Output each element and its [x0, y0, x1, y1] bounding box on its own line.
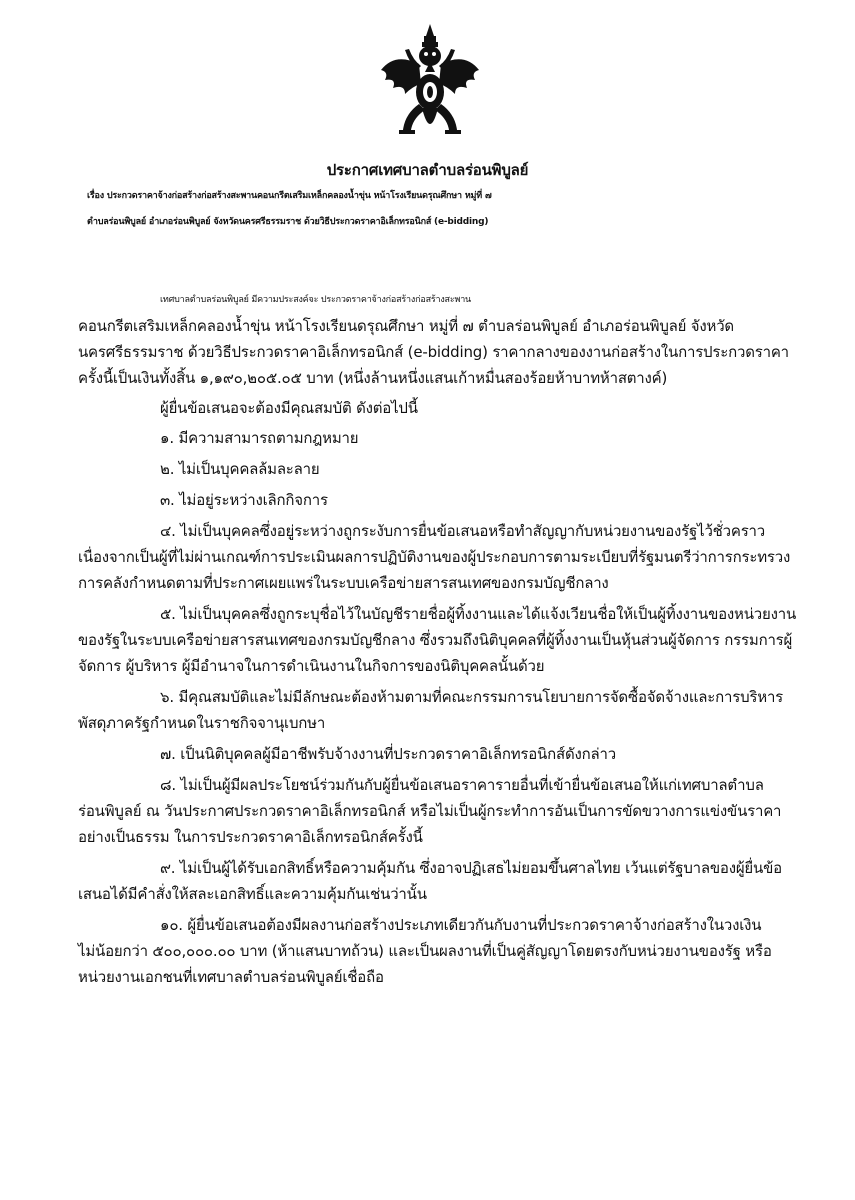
item-6-line-2: พัสดุภาครัฐกำหนดในราชกิจจานุเบกษา: [78, 714, 326, 732]
garuda-emblem-icon: [375, 22, 485, 147]
intro-line-2: คอนกรีตเสริมเหล็กคลองน้ำขุ่น หน้าโรงเรียนดรุณศึกษา หมู่ที่ ๗ ตำบลร่อนพิบูลย์ อำเภอร่อนพิบูลย์ จังหวัด: [78, 317, 734, 335]
item-9-line-1: ๙. ไม่เป็นผู้ได้รับเอกสิทธิ์หรือความคุ้มกัน ซึ่งอาจปฏิเสธไม่ยอมขึ้นศาลไทย เว้นแต่รัฐบาลของผู้ยื่นข้อ: [160, 859, 782, 877]
item-4-line-2: เนื่องจากเป็นผู้ที่ไม่ผ่านเกณฑ์การประเมินผลการปฏิบัติงานของผู้ประกอบการตามระเบียบที่รัฐมนตรีว่าการกระทรวง: [78, 548, 791, 566]
item-8-line-2: ร่อนพิบูลย์ ณ วันประกาศประกวดราคาอิเล็กทรอนิกส์ หรือไม่เป็นผู้กระทำการอันเป็นการขัดขวางการแข่งขันราคา: [78, 802, 782, 820]
item-4-line-1: ๔. ไม่เป็นบุคคลซึ่งอยู่ระหว่างถูกระงับการยื่นข้อเสนอหรือทำสัญญากับหน่วยงานของรัฐไว้ชั่วคราว: [160, 522, 766, 540]
item-8-line-1: ๘. ไม่เป็นผู้มีผลประโยชน์ร่วมกันกับผู้ยื่นข้อเสนอราคารายอื่นที่เข้ายื่นข้อเสนอให้แก่เทศบาลตำบล: [160, 776, 764, 794]
item-10-line-2: ไม่น้อยกว่า ๕๐๐,๐๐๐.๐๐ บาท (ห้าแสนบาทถ้วน) และเป็นผลงานที่เป็นคู่สัญญาโดยตรงกับหน่วยงานของรัฐ หรือ: [78, 942, 772, 960]
qualification-heading: ผู้ยื่นข้อเสนอจะต้องมีคุณสมบัติ ดังต่อไปนี้: [160, 399, 418, 417]
intro-line-3: นครศรีธรรมราช ด้วยวิธีประกวดราคาอิเล็กทรอนิกส์ (e-bidding) ราคากลางของงานก่อสร้างในการประกวดราคา: [78, 343, 789, 361]
page-title: ประกาศเทศบาลตำบลร่อนพิบูลย์: [326, 161, 529, 179]
item-8-line-3: อย่างเป็นธรรม ในการประกวดราคาอิเล็กทรอนิกส์ครั้งนี้: [78, 828, 423, 846]
item-7: ๗. เป็นนิติบุคคลผู้มีอาชีพรับจ้างงานที่ประกวดราคาอิเล็กทรอนิกส์ดังกล่าว: [160, 745, 616, 763]
item-4-line-3: การคลังกำหนดตามที่ประกาศเผยแพร่ในระบบเครือข่ายสารสนเทศของกรมบัญชีกลาง: [78, 574, 609, 592]
subject-line-2: ตำบลร่อนพิบูลย์ อำเภอร่อนพิบูลย์ จังหวัดนครศรีธรรมราช ด้วยวิธีประกวดราคาอิเล็กทรอนิกส์ (e-bidding): [87, 217, 489, 227]
item-10-line-1: ๑๐. ผู้ยื่นข้อเสนอต้องมีผลงานก่อสร้างประเภทเดียวกันกับงานที่ประกวดราคาจ้างก่อสร้างในวงเงิน: [160, 916, 762, 934]
item-9-line-2: เสนอได้มีคำสั่งให้สละเอกสิทธิ์และความคุ้มกันเช่นว่านั้น: [78, 885, 427, 903]
item-5-line-3: จัดการ ผู้บริหาร ผู้มีอำนาจในการดำเนินงานในกิจการของนิติบุคคลนั้นด้วย: [78, 657, 545, 675]
item-10-line-3: หน่วยงานเอกชนที่เทศบาลตำบลร่อนพิบูลย์เชื่อถือ: [78, 968, 384, 986]
item-2: ๒. ไม่เป็นบุคคลล้มละลาย: [160, 460, 320, 478]
item-5-line-2: ของรัฐในระบบเครือข่ายสารสนเทศของกรมบัญชีกลาง ซึ่งรวมถึงนิติบุคคลที่ผู้ทิ้งงานเป็นหุ้นส่วนผู้จัดการ กรรมการผู้: [78, 631, 793, 649]
subject-line-1: เรื่อง ประกวดราคาจ้างก่อสร้างก่อสร้างสะพานคอนกรีตเสริมเหล็กคลองน้ำขุ่น หน้าโรงเรียนดรุณศึกษา หมู่ที่ ๗: [87, 191, 492, 201]
intro-line-4: ครั้งนี้เป็นเงินทั้งสิ้น ๑,๑๙๐,๒๐๕.๐๕ บาท (หนึ่งล้านหนึ่งแสนเก้าหมื่นสองร้อยห้าบาทห้าสตางค์): [78, 369, 668, 387]
item-3: ๓. ไม่อยู่ระหว่างเลิกกิจการ: [160, 491, 328, 509]
item-1: ๑. มีความสามารถตามกฎหมาย: [160, 429, 359, 447]
item-6-line-1: ๖. มีคุณสมบัติและไม่มีลักษณะต้องห้ามตามที่คณะกรรมการนโยบายการจัดซื้อจัดจ้างและการบริหาร: [160, 688, 784, 706]
intro-line-1: เทศบาลตำบลร่อนพิบูลย์ มีความประสงค์จะ ประกวดราคาจ้างก่อสร้างก่อสร้างสะพาน: [160, 295, 472, 305]
item-5-line-1: ๕. ไม่เป็นบุคคลซึ่งถูกระบุชื่อไว้ในบัญชีรายชื่อผู้ทิ้งงานและได้แจ้งเวียนชื่อให้เป็นผู้ทิ้งงานของหน่วยงาน: [160, 605, 797, 623]
